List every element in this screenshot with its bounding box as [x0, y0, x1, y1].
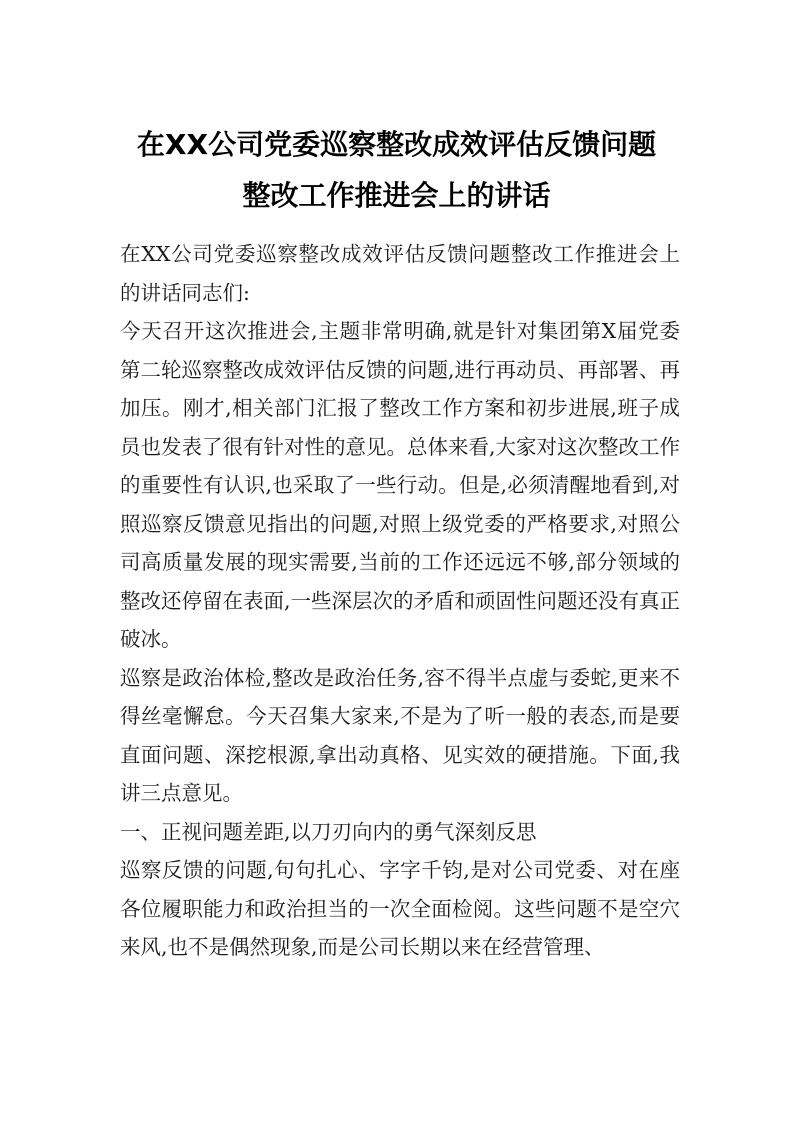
paragraph-heading-greeting: 在XX公司党委巡察整改成效评估反馈问题整改工作推进会上的讲话同志们: [120, 242, 680, 305]
paragraph-intro: 今天召开这次推进会,主题非常明确,就是针对集团第X届党委第二轮巡察整改成效评估反馈的问题,进行再动员、再部署、再加压。刚才,相关部门汇报了整改工作方案和初步进展,班子成员也发表了很有针对性的意见。总体来看,大家对这次整改工作的重要性有认识,也采取了一些行动。但是,必须清醒地看到,对照巡察反馈意见指出的问题,对照上级党委的严格要求,对照公司高质量发展的现实需要,当前的工作还远远不够,部分领域的整改还停留在表面,一些深层次的矛盾和顽固性问题还没有真正破冰。 [120, 319, 681, 651]
document-body [120, 235, 680, 967]
document-title-line-1: 在XX公司党委巡察整改成效评估反馈问题 [136, 128, 657, 161]
section-heading-1: 一、正视问题差距,以刀刃向内的勇气深刻反思 [120, 819, 537, 844]
document-title-line-2: 整改工作推进会上的讲话 [242, 179, 551, 212]
paragraph-section-1-body: 巡察反馈的问题,句句扎心、字字千钧,是对公司党委、对在座各位履职能力和政治担当的一次全面检阅。这些问题不是空穴来风,也不是偶然现象,而是公司长期以来在经营管理、 [120, 858, 680, 959]
paragraph-purpose: 巡察是政治体检,整改是政治任务,容不得半点虚与委蛇,更来不得丝毫懈怠。今天召集大家来,不是为了听一般的表态,而是要直面问题、深挖根源,拿出动真格、见实效的硬措施。下面,我讲三点意见。 [120, 665, 680, 805]
